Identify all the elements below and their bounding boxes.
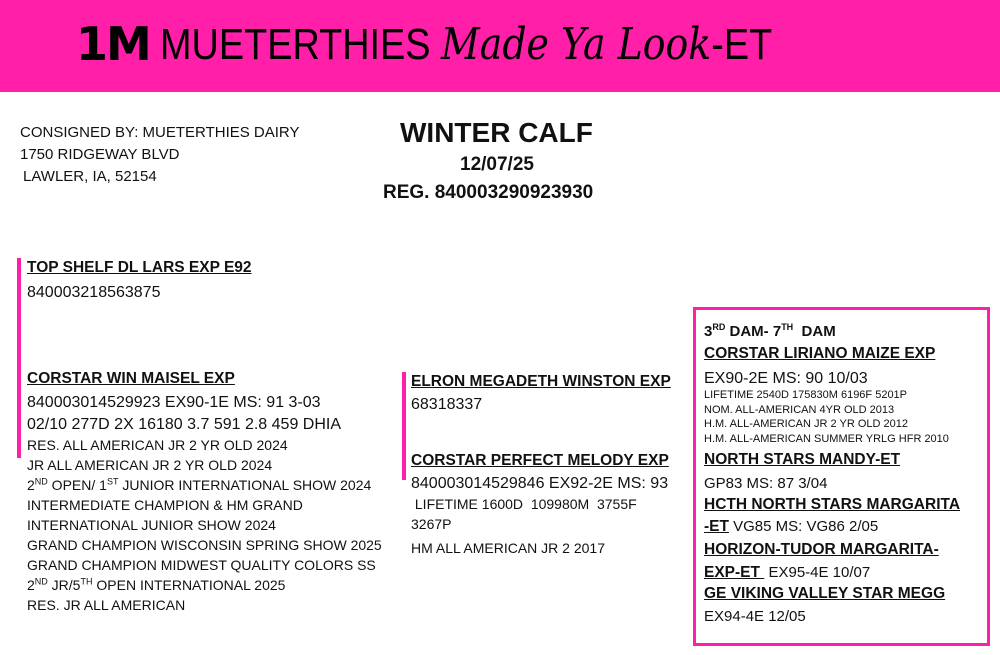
- lot-number: 1M: [76, 17, 150, 71]
- pedigree-bar: [17, 298, 21, 458]
- sixth-dam-line: EXP-ET EX95-4E 10/07: [704, 564, 871, 581]
- sire-name: TOP SHELF DL LARS EXP E92: [27, 259, 252, 276]
- dam-award: GRAND CHAMPION MIDWEST QUALITY COLORS SS: [27, 557, 376, 573]
- consigner-line: CONSIGNED BY: MUETERTHIES DAIRY: [20, 124, 300, 141]
- dam-award: 2ND JR/5TH OPEN INTERNATIONAL 2025: [27, 576, 286, 593]
- dam-award: INTERMEDIATE CHAMPION & HM GRAND: [27, 497, 303, 513]
- fifth-dam-name: HCTH NORTH STARS MARGARITA: [704, 496, 961, 513]
- dam-details: [27, 392, 341, 435]
- pedigree-bar: [402, 372, 406, 480]
- third-dam-line: H.M. ALL-AMERICAN SUMMER YRLG HFR 2010: [704, 432, 949, 445]
- consigner-block: [20, 123, 300, 186]
- fourth-dam-name: NORTH STARS MANDY-ET: [704, 451, 901, 468]
- animal-name-script: Made Ya Look: [441, 19, 712, 70]
- dam-award: JR ALL AMERICAN JR 2 YR OLD 2024: [27, 457, 273, 473]
- dam-award: RES. ALL AMERICAN JR 2 YR OLD 2024: [27, 437, 288, 453]
- second-dam-line: HM ALL AMERICAN JR 2 2017: [411, 540, 606, 556]
- calf-class: WINTER CALF: [400, 117, 593, 148]
- animal-name: [160, 16, 772, 74]
- title-banner: [0, 0, 1000, 92]
- consigner-line: 1750 RIDGEWAY BLVD: [20, 146, 180, 163]
- dam-sire-name: ELRON MEGADETH WINSTON EXP: [411, 373, 671, 390]
- dam-award: RES. JR ALL AMERICAN: [27, 597, 186, 613]
- third-dam-details: [704, 388, 949, 446]
- seventh-dam-name: GE VIKING VALLEY STAR MEGG: [704, 585, 946, 602]
- dam-line: 02/10 277D 2X 16180 3.7 591 2.8 459 DHIA: [27, 416, 342, 433]
- dam-award: 2ND OPEN/ 1ST JUNIOR INTERNATIONAL SHOW 2024: [27, 476, 372, 493]
- second-dam-line: LIFETIME 1600D 109980M 3755F: [411, 496, 637, 512]
- registration-number: REG. 840003290923930: [383, 182, 594, 203]
- fifth-dam-line: -ET VG85 MS: VG86 2/05: [704, 518, 879, 535]
- animal-name-suffix: -ET: [711, 20, 773, 69]
- second-dam-score: 840003014529846 EX92-2E MS: 93: [411, 475, 669, 492]
- lineage-box-header: 3RD DAM- 7TH DAM: [704, 322, 836, 340]
- third-dam-line: LIFETIME 2540D 175830M 6196F 5201P: [704, 389, 908, 401]
- dam-name: CORSTAR WIN MAISEL EXP: [27, 370, 235, 387]
- sire-reg: 840003218563875: [27, 284, 161, 301]
- dam-sire-reg: 68318337: [411, 396, 483, 413]
- birth-date: 12/07/25: [460, 154, 534, 175]
- seventh-dam-score: EX94-4E 12/05: [704, 608, 806, 625]
- second-dam-line: 3267P: [411, 516, 452, 532]
- pedigree-bar: [17, 258, 21, 298]
- consigner-line: LAWLER, IA, 52154: [23, 168, 157, 185]
- fourth-dam-score: GP83 MS: 87 3/04: [704, 475, 828, 492]
- second-dam-details: [411, 494, 637, 558]
- animal-name-prefix: MUETERTHIES: [160, 20, 442, 69]
- sixth-dam-name: HORIZON-TUDOR MARGARITA-: [704, 541, 939, 558]
- third-dam-line: NOM. ALL-AMERICAN 4YR OLD 2013: [704, 403, 895, 416]
- dam-awards: [27, 435, 382, 615]
- third-dam-score: EX90-2E MS: 90 10/03: [704, 370, 868, 387]
- third-dam-line: H.M. ALL-AMERICAN JR 2 YR OLD 2012: [704, 418, 908, 430]
- dam-line: 840003014529923 EX90-1E MS: 91 3-03: [27, 394, 321, 411]
- third-dam-name: CORSTAR LIRIANO MAIZE EXP: [704, 345, 936, 362]
- dam-award: GRAND CHAMPION WISCONSIN SPRING SHOW 2025: [27, 537, 382, 553]
- dam-award: INTERNATIONAL JUNIOR SHOW 2024: [27, 517, 276, 533]
- second-dam-name: CORSTAR PERFECT MELODY EXP: [411, 452, 669, 469]
